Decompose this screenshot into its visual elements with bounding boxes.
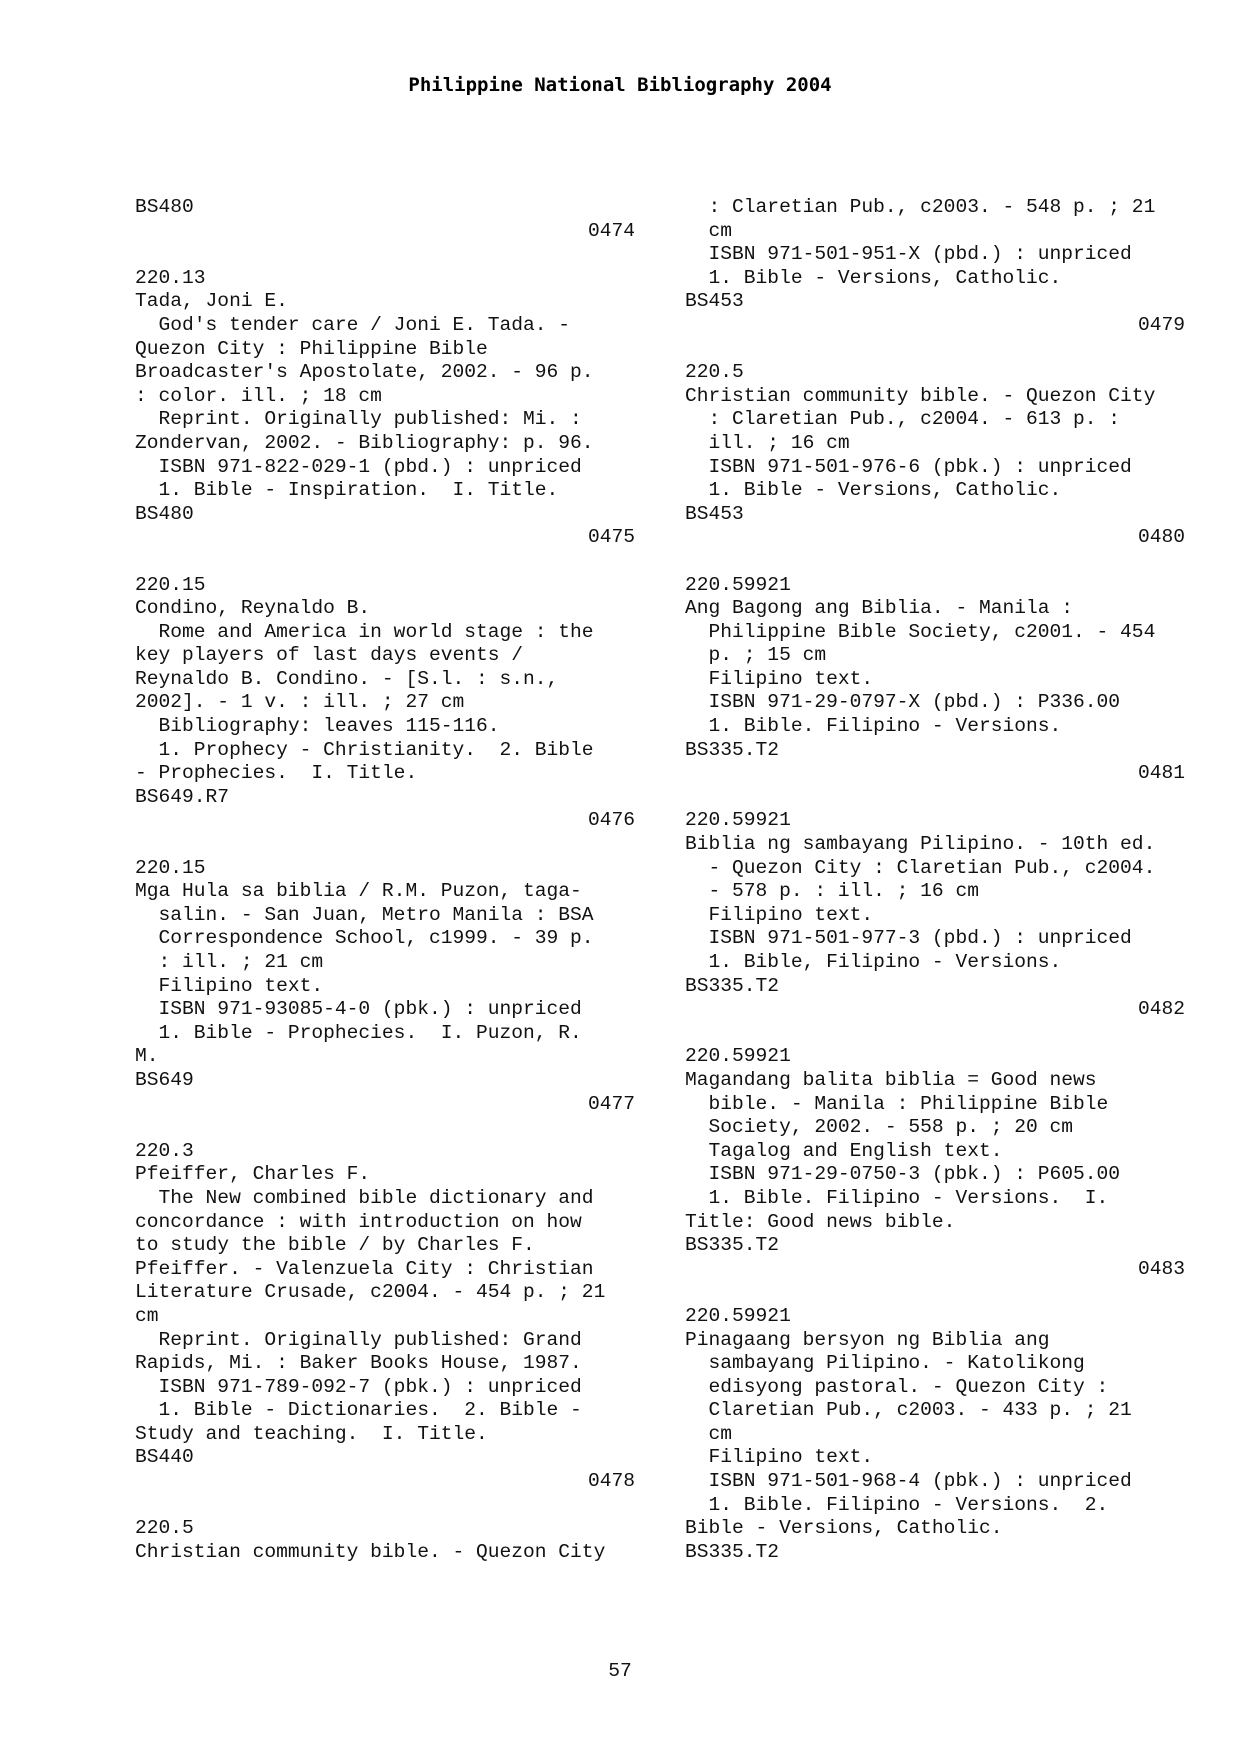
blank-line: [685, 786, 1185, 810]
text-line: Magandang balita biblia = Good news: [685, 1068, 1097, 1091]
text-line: 220.15: [135, 573, 206, 596]
text-line: 1. Bible - Dictionaries. 2. Bible -: [135, 1399, 582, 1422]
text-line: sambayang Pilipino. - Katolikong: [685, 1352, 1085, 1375]
text-line: Bible - Versions, Catholic.: [685, 1517, 1003, 1540]
entry-number: 0475: [587, 526, 635, 549]
text-line: BS453: [685, 290, 744, 313]
text-line: Title: Good news bible.: [685, 1210, 956, 1233]
text-line: Claretian Pub., c2003. - 433 p. ; 21: [685, 1399, 1132, 1422]
entry-number: 0477: [587, 1092, 635, 1115]
text-line: Pfeiffer, Charles F.: [135, 1163, 371, 1186]
text-line: to study the bible / by Charles F.: [135, 1234, 535, 1257]
text-line: Broadcaster's Apostolate, 2002. - 96 p.: [135, 361, 594, 384]
text-line: - 578 p. : ill. ; 16 cm: [685, 880, 979, 903]
text-line: 1. Prophecy - Christianity. 2. Bible: [135, 738, 594, 761]
blank-line: [135, 243, 635, 267]
text-line: Literature Crusade, c2004. - 454 p. ; 21: [135, 1281, 606, 1304]
right-column: [685, 196, 1185, 1564]
text-line: 220.59921: [685, 809, 791, 832]
text-line: BS649: [135, 1068, 194, 1091]
text-line: ISBN 971-29-0797-X (pbd.) : P336.00: [685, 691, 1121, 714]
text-line: 220.5: [685, 361, 744, 384]
text-line: concordance : with introduction on how: [135, 1210, 582, 1233]
entry-number: 0476: [587, 809, 635, 832]
entry-number: 0481: [1137, 762, 1185, 785]
text-line: - Prophecies. I. Title.: [135, 762, 418, 785]
text-line: Tada, Joni E.: [135, 290, 288, 313]
text-line: ISBN 971-501-977-3 (pbd.) : unpriced: [685, 927, 1132, 950]
text-line: Rapids, Mi. : Baker Books House, 1987.: [135, 1352, 582, 1375]
text-line: 220.15: [135, 856, 206, 879]
text-line: BS480: [135, 196, 194, 218]
text-line: salin. - San Juan, Metro Manila : BSA: [135, 903, 594, 926]
text-line: : Claretian Pub., c2003. - 548 p. ; 21: [685, 196, 1156, 218]
text-line: Study and teaching. I. Title.: [135, 1422, 488, 1445]
text-line: Christian community bible. - Quezon City: [135, 1540, 606, 1563]
text-line: Correspondence School, c1999. - 39 p.: [135, 927, 594, 950]
text-line: Quezon City : Philippine Bible: [135, 337, 488, 360]
text-line: Reprint. Originally published: Mi. :: [135, 408, 582, 431]
text-line: ISBN 971-789-092-7 (pbk.) : unpriced: [135, 1375, 582, 1398]
left-column: [135, 196, 635, 1564]
entry-number: 0479: [1137, 313, 1185, 336]
blank-line: [135, 550, 635, 574]
text-line: BS335.T2: [685, 1540, 780, 1563]
text-line: ISBN 971-29-0750-3 (pbk.) : P605.00: [685, 1163, 1121, 1186]
text-line: : ill. ; 21 cm: [135, 951, 324, 973]
page-number: 57: [608, 1660, 632, 1682]
text-line: cm: [685, 1422, 733, 1445]
text-line: ISBN 971-822-029-1 (pbd.) : unpriced: [135, 455, 582, 478]
text-line: p. ; 15 cm: [685, 644, 827, 667]
text-line: ISBN 971-93085-4-0 (pbk.) : unpriced: [135, 998, 582, 1021]
text-line: 1. Bible - Versions, Catholic.: [685, 479, 1062, 502]
blank-line: [685, 338, 1185, 362]
text-line: Filipino text.: [685, 1446, 874, 1469]
text-line: Society, 2002. - 558 p. ; 20 cm: [685, 1116, 1074, 1139]
blank-line: [135, 1116, 635, 1140]
text-line: 220.59921: [685, 1304, 791, 1327]
text-line: : Claretian Pub., c2004. - 613 p. :: [685, 408, 1121, 431]
text-line: BS440: [135, 1446, 194, 1469]
text-line: : color. ill. ; 18 cm: [135, 384, 382, 407]
text-line: 220.13: [135, 266, 206, 289]
text-line: 1. Bible. Filipino - Versions.: [685, 715, 1062, 738]
text-line: ISBN 971-501-976-6 (pbk.) : unpriced: [685, 455, 1132, 478]
text-line: Pfeiffer. - Valenzuela City : Christian: [135, 1257, 594, 1280]
blank-line: [135, 833, 635, 857]
entry-number: 0478: [587, 1470, 635, 1493]
blank-line: [135, 1494, 635, 1518]
text-line: Reprint. Originally published: Grand: [135, 1328, 582, 1351]
text-line: ISBN 971-501-968-4 (pbk.) : unpriced: [685, 1470, 1132, 1493]
text-line: cm: [135, 1304, 159, 1327]
text-line: BS335.T2: [685, 1234, 780, 1257]
text-line: 220.5: [135, 1517, 194, 1540]
text-line: ill. ; 16 cm: [685, 431, 850, 454]
text-line: God's tender care / Joni E. Tada. -: [135, 313, 571, 336]
text-line: 1. Bible. Filipino - Versions. 2.: [685, 1493, 1109, 1516]
text-line: Tagalog and English text.: [685, 1139, 1003, 1162]
text-line: 1. Bible, Filipino - Versions.: [685, 951, 1062, 973]
text-line: BS453: [685, 502, 744, 525]
text-line: 1. Bible - Versions, Catholic.: [685, 266, 1062, 289]
text-line: Philippine Bible Society, c2001. - 454: [685, 620, 1156, 643]
entry-number: 0482: [1137, 998, 1185, 1021]
entry-number: 0480: [1137, 526, 1185, 549]
text-line: cm: [685, 219, 733, 242]
text-line: Ang Bagong ang Biblia. - Manila :: [685, 597, 1074, 620]
text-line: The New combined bible dictionary and: [135, 1186, 594, 1209]
text-line: Filipino text.: [685, 667, 874, 690]
blank-line: [685, 1022, 1185, 1046]
text-line: Pinagaang bersyon ng Biblia ang: [685, 1328, 1050, 1351]
text-line: Christian community bible. - Quezon City: [685, 384, 1156, 407]
page-title: Philippine National Bibliography 2004: [408, 74, 832, 96]
text-line: Mga Hula sa biblia / R.M. Puzon, taga-: [135, 880, 582, 903]
text-line: 2002]. - 1 v. : ill. ; 27 cm: [135, 691, 465, 714]
text-line: 1. Bible. Filipino - Versions. I.: [685, 1186, 1109, 1209]
text-line: BS480: [135, 502, 194, 525]
text-line: ISBN 971-501-951-X (pbd.) : unpriced: [685, 243, 1132, 266]
blank-line: [685, 550, 1185, 574]
text-line: Rome and America in world stage : the: [135, 620, 594, 643]
text-line: Filipino text.: [135, 974, 324, 997]
text-line: 220.59921: [685, 1045, 791, 1068]
text-line: edisyong pastoral. - Quezon City :: [685, 1375, 1109, 1398]
text-line: Filipino text.: [685, 903, 874, 926]
text-line: - Quezon City : Claretian Pub., c2004.: [685, 856, 1156, 879]
text-line: Bibliography: leaves 115-116.: [135, 715, 500, 738]
text-line: Condino, Reynaldo B.: [135, 597, 371, 620]
text-line: Zondervan, 2002. - Bibliography: p. 96.: [135, 431, 594, 454]
entry-number: 0474: [587, 219, 635, 242]
text-line: BS335.T2: [685, 738, 780, 761]
text-line: Biblia ng sambayang Pilipino. - 10th ed.: [685, 833, 1156, 856]
text-line: bible. - Manila : Philippine Bible: [685, 1092, 1109, 1115]
text-line: 1. Bible - Inspiration. I. Title.: [135, 479, 559, 502]
text-line: 1. Bible - Prophecies. I. Puzon, R.: [135, 1021, 582, 1044]
text-line: BS649.R7: [135, 785, 230, 808]
blank-line: [685, 1281, 1185, 1305]
text-line: 220.59921: [685, 573, 791, 596]
text-line: Reynaldo B. Condino. - [S.l. : s.n.,: [135, 667, 559, 690]
text-line: key players of last days events /: [135, 644, 524, 667]
text-line: M.: [135, 1045, 159, 1068]
entry-number: 0483: [1137, 1257, 1185, 1280]
text-line: BS335.T2: [685, 974, 780, 997]
text-line: 220.3: [135, 1139, 194, 1162]
